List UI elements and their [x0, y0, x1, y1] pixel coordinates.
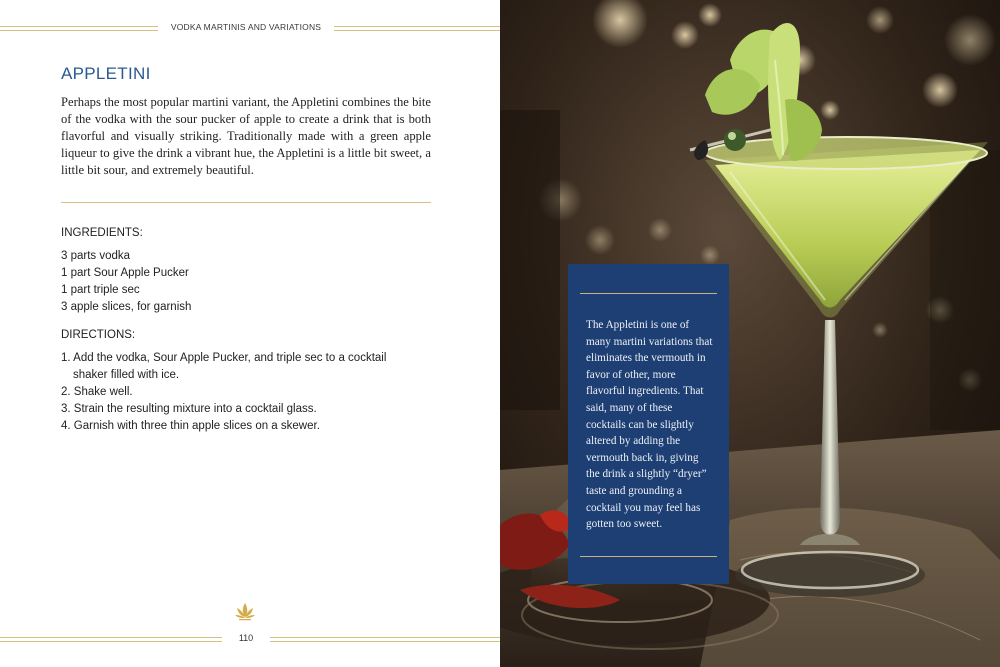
- ingredient-item: 1 part triple sec: [61, 284, 140, 296]
- direction-step: 1. Add the vodka, Sour Apple Pucker, and triple sec to a cocktail shaker filled with ice.: [61, 352, 387, 381]
- ingredient-item: 3 parts vodka: [61, 250, 131, 262]
- footer-rule-right: [270, 637, 500, 642]
- recipe-title: APPLETINI: [61, 64, 151, 83]
- lotus-ornament-icon: [234, 602, 256, 622]
- section-divider: [61, 202, 431, 203]
- sidebar-note-text: The Appletini is one of many martini variations that eliminates the vermouth in favor of other, more flavorful ingredients. That said, many of these cocktails can be slightly altered by adding the vermouth back in, giving the drink a slightly “dryer” taste and grounding a cocktail you may feel has gotten too sweet.: [586, 319, 713, 531]
- running-head: VODKA MARTINIS AND VARIATIONS: [170, 22, 322, 32]
- direction-step: 4. Garnish with three thin apple slices on a skewer.: [61, 420, 320, 432]
- header-rule-right: [334, 26, 500, 31]
- page-number: 110: [238, 633, 254, 643]
- header-rule-left: [0, 26, 158, 31]
- ingredients-heading: INGREDIENTS:: [61, 227, 143, 239]
- direction-step: 3. Strain the resulting mixture into a cocktail glass.: [61, 403, 317, 415]
- sidebar-rule-bottom: [580, 556, 717, 557]
- recipe-intro: Perhaps the most popular martini variant, the Appletini combines the bite of the vodka with the sour pucker of apple to create a drink that is both flavorful and visually striking. Traditionally made with a green apple liqueur to give the drink a vibrant hue, the Appletini is a little bit sweet, a little bit sour, and extremely beautiful.: [61, 95, 431, 177]
- sidebar-note-box: [568, 264, 729, 584]
- ingredient-item: 3 apple slices, for garnish: [61, 301, 192, 313]
- ingredients-list: [61, 248, 191, 316]
- directions-list: [61, 350, 391, 435]
- direction-step: 2. Shake well.: [61, 386, 133, 398]
- ingredient-item: 1 part Sour Apple Pucker: [61, 267, 189, 279]
- directions-heading: DIRECTIONS:: [61, 329, 136, 341]
- sidebar-rule-top: [580, 293, 717, 294]
- footer-rule-left: [0, 637, 222, 642]
